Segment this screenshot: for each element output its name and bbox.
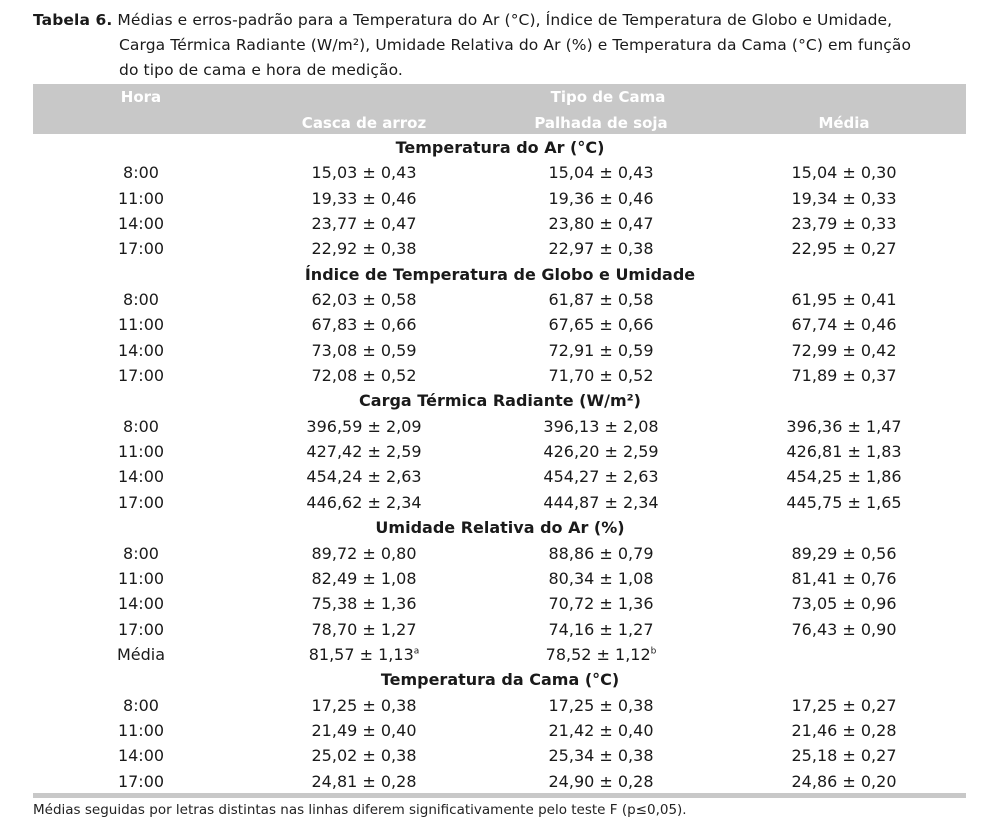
cell-palhada (548, 696, 653, 715)
cell-casca-value: 22,92 ± 0,38 (311, 239, 417, 259)
cell-casca-value: 75,38 ± 1,36 (311, 594, 417, 614)
cell-hora (118, 746, 164, 765)
cell-hora (118, 442, 164, 461)
cell-media (786, 467, 901, 486)
cell-casca (311, 214, 416, 233)
table-header (33, 84, 966, 134)
cell-hora-value: 17:00 (117, 239, 165, 259)
table-row (33, 718, 966, 743)
table-row (33, 693, 966, 718)
cell-palhada (548, 315, 653, 334)
significance-letter: a (413, 646, 420, 657)
table-row (33, 211, 966, 236)
cell-hora-value: 17:00 (117, 771, 165, 791)
cell-palhada (543, 417, 658, 436)
section-header-row (33, 515, 966, 540)
cell-palhada-value: 25,34 ± 0,38 (548, 746, 654, 766)
caption-line-3: do tipo de cama e hora de medição. (119, 61, 403, 79)
cell-media-value: 89,29 ± 0,56 (791, 543, 897, 563)
header-media: Média (818, 114, 870, 132)
cell-media (791, 721, 896, 740)
cell-casca (311, 620, 416, 639)
cell-hora (123, 417, 159, 436)
table-row (33, 186, 966, 211)
table-row (33, 414, 966, 439)
section-title: Carga Térmica Radiante (W/m²) (359, 391, 641, 411)
cell-casca (309, 645, 420, 664)
cell-hora-value: 8:00 (123, 543, 159, 563)
cell-casca-value: 25,02 ± 0,38 (311, 746, 417, 766)
cell-casca-value: 24,81 ± 0,28 (311, 771, 417, 791)
cell-casca-value: 17,25 ± 0,38 (311, 695, 417, 715)
table-bottom-rule (33, 793, 966, 798)
cell-casca-value: 454,24 ± 2,63 (306, 467, 422, 487)
cell-casca-value: 73,08 ± 0,59 (311, 340, 417, 360)
cell-media (791, 620, 896, 639)
cell-casca (311, 594, 416, 613)
cell-hora (118, 341, 164, 360)
cell-media (786, 417, 901, 436)
table-row (33, 490, 966, 515)
cell-palhada (543, 467, 658, 486)
cell-media-value: 72,99 ± 0,42 (791, 340, 897, 360)
cell-media-value: 23,79 ± 0,33 (791, 214, 897, 234)
cell-casca (311, 721, 416, 740)
cell-casca (306, 417, 421, 436)
cell-palhada-value: 67,65 ± 0,66 (548, 315, 654, 335)
table-row (33, 541, 966, 566)
cell-hora-value: 11:00 (117, 442, 165, 462)
cell-casca (311, 366, 416, 385)
section-header-row (33, 667, 966, 692)
cell-casca (311, 544, 416, 563)
cell-media-value: 71,89 ± 0,37 (791, 366, 897, 386)
cell-palhada-value: 17,25 ± 0,38 (548, 695, 654, 715)
cell-media (791, 315, 896, 334)
cell-casca-value: 67,83 ± 0,66 (311, 315, 417, 335)
table-row (33, 769, 966, 794)
cell-casca-value: 396,59 ± 2,09 (306, 416, 422, 436)
cell-hora (118, 366, 164, 385)
cell-casca (311, 239, 416, 258)
section-header-row (33, 262, 966, 287)
cell-casca-value: 78,70 ± 1,27 (311, 619, 417, 639)
section-title: Umidade Relativa do Ar (%) (375, 518, 625, 538)
table-row (33, 236, 966, 261)
cell-palhada-value: 78,52 ± 1,12 (545, 644, 651, 664)
cell-media-value: 24,86 ± 0,20 (791, 771, 897, 791)
table-row (33, 566, 966, 591)
cell-casca-value: 72,08 ± 0,52 (311, 366, 417, 386)
cell-palhada (548, 341, 653, 360)
section-header-row (33, 135, 966, 160)
cell-palhada-value: 22,97 ± 0,38 (548, 239, 654, 259)
cell-casca (311, 341, 416, 360)
cell-media (791, 189, 896, 208)
cell-casca-value: 19,33 ± 0,46 (311, 188, 417, 208)
cell-palhada (548, 594, 653, 613)
table-row (33, 591, 966, 616)
cell-palhada (548, 214, 653, 233)
table-row (33, 439, 966, 464)
cell-media-value: 445,75 ± 1,65 (786, 492, 902, 512)
header-casca-de-arroz: Casca de arroz (301, 114, 427, 132)
cell-hora (118, 620, 164, 639)
cell-hora (117, 645, 165, 664)
cell-hora-value: 17:00 (117, 619, 165, 639)
cell-hora-value: 8:00 (123, 416, 159, 436)
cell-hora-value: 14:00 (117, 594, 165, 614)
cell-palhada-value: 74,16 ± 1,27 (548, 619, 654, 639)
cell-casca (311, 696, 416, 715)
cell-palhada (548, 772, 653, 791)
cell-media (791, 366, 896, 385)
cell-media-value: 21,46 ± 0,28 (791, 720, 897, 740)
cell-casca (306, 467, 421, 486)
cell-palhada-value: 19,36 ± 0,46 (548, 188, 654, 208)
cell-hora-value: 14:00 (117, 340, 165, 360)
cell-hora (118, 315, 164, 334)
cell-hora-value: 11:00 (117, 568, 165, 588)
cell-media-value: 15,04 ± 0,30 (791, 163, 897, 183)
section-title: Índice de Temperatura de Globo e Umidade (304, 264, 696, 284)
cell-casca (311, 163, 416, 182)
cell-hora-value: 8:00 (123, 163, 159, 183)
cell-palhada-value: 24,90 ± 0,28 (548, 771, 654, 791)
cell-hora (118, 189, 164, 208)
cell-palhada-value: 70,72 ± 1,36 (548, 594, 654, 614)
cell-palhada-value: 23,80 ± 0,47 (548, 214, 654, 234)
cell-hora (118, 467, 164, 486)
cell-palhada (543, 493, 658, 512)
cell-hora-value: Média (116, 644, 166, 664)
significance-letter: b (650, 646, 657, 657)
section-header-row (33, 388, 966, 413)
cell-media-value: 81,41 ± 0,76 (791, 568, 897, 588)
cell-media-value: 61,95 ± 0,41 (791, 290, 897, 310)
table-footnote: Médias seguidas por letras distintas nas linhas diferem significativamente pelo teste F (p≤0,05). (33, 802, 687, 818)
caption-line-2: Carga Térmica Radiante (W/m²), Umidade Relativa do Ar (%) e Temperatura da Cama (°C) em função (119, 36, 912, 54)
cell-media (791, 239, 896, 258)
cell-media (791, 746, 896, 765)
cell-casca (311, 569, 416, 588)
cell-media (791, 696, 896, 715)
cell-media (791, 772, 896, 791)
cell-palhada (546, 645, 657, 664)
caption-line-1: Médias e erros-padrão para a Temperatura do Ar (°C), Índice de Temperatura de Globo e Umidade, (117, 11, 893, 29)
cell-palhada (548, 721, 653, 740)
cell-media-value: 454,25 ± 1,86 (786, 467, 902, 487)
header-hora: Hora (120, 88, 162, 106)
table-row (33, 642, 966, 667)
section-title: Temperatura do Ar (°C) (395, 138, 605, 157)
cell-media (791, 341, 896, 360)
cell-hora-value: 17:00 (117, 492, 165, 512)
cell-palhada (548, 569, 653, 588)
table-row (33, 287, 966, 312)
cell-hora-value: 11:00 (117, 188, 165, 208)
cell-casca-value: 82,49 ± 1,08 (311, 568, 417, 588)
cell-hora (118, 721, 164, 740)
cell-casca-value: 446,62 ± 2,34 (306, 492, 422, 512)
cell-palhada (548, 366, 653, 385)
table-row (33, 363, 966, 388)
cell-casca-value: 81,57 ± 1,13 (308, 644, 414, 664)
cell-hora (118, 239, 164, 258)
cell-palhada (548, 746, 653, 765)
cell-hora (118, 214, 164, 233)
cell-palhada-value: 15,04 ± 0,43 (548, 163, 654, 183)
cell-media-value: 396,36 ± 1,47 (786, 416, 902, 436)
table-row (33, 464, 966, 489)
cell-media (791, 214, 896, 233)
cell-hora-value: 14:00 (117, 746, 165, 766)
cell-casca-value: 89,72 ± 0,80 (311, 543, 417, 563)
cell-media (786, 493, 901, 512)
cell-hora-value: 8:00 (123, 695, 159, 715)
cell-hora-value: 11:00 (117, 720, 165, 740)
cell-casca-value: 62,03 ± 0,58 (311, 290, 417, 310)
cell-media-value: 19,34 ± 0,33 (791, 188, 897, 208)
cell-palhada-value: 396,13 ± 2,08 (543, 416, 659, 436)
cell-hora-value: 8:00 (123, 290, 159, 310)
cell-casca-value: 427,42 ± 2,59 (306, 442, 422, 462)
cell-palhada (548, 290, 653, 309)
cell-hora (123, 163, 159, 182)
cell-media (786, 442, 901, 461)
table-body (33, 135, 966, 794)
cell-palhada (548, 239, 653, 258)
table-row (33, 338, 966, 363)
cell-hora (118, 569, 164, 588)
table-caption (33, 8, 983, 83)
cell-palhada-value: 21,42 ± 0,40 (548, 720, 654, 740)
cell-casca (311, 746, 416, 765)
cell-casca-value: 23,77 ± 0,47 (311, 214, 417, 234)
cell-media (791, 544, 896, 563)
cell-palhada (548, 163, 653, 182)
cell-palhada (548, 544, 653, 563)
table-row (33, 312, 966, 337)
cell-hora (123, 290, 159, 309)
header-palhada-de-soja: Palhada de soja (534, 114, 668, 132)
cell-media-value: 17,25 ± 0,27 (791, 695, 897, 715)
cell-casca-value: 15,03 ± 0,43 (311, 163, 417, 183)
cell-media (791, 569, 896, 588)
cell-palhada-value: 71,70 ± 0,52 (548, 366, 654, 386)
cell-palhada-value: 444,87 ± 2,34 (543, 492, 659, 512)
table-row (33, 743, 966, 768)
cell-hora-value: 14:00 (117, 467, 165, 487)
cell-media-value: 76,43 ± 0,90 (791, 619, 897, 639)
cell-hora-value: 11:00 (117, 315, 165, 335)
cell-media-value: 22,95 ± 0,27 (791, 239, 897, 259)
caption-label: Tabela 6. (33, 11, 113, 29)
cell-media (791, 163, 896, 182)
cell-palhada-value: 80,34 ± 1,08 (548, 568, 654, 588)
cell-media-value: 73,05 ± 0,96 (791, 594, 897, 614)
cell-casca (306, 442, 421, 461)
cell-hora (118, 594, 164, 613)
cell-media-value: 67,74 ± 0,46 (791, 315, 897, 335)
cell-casca (311, 290, 416, 309)
cell-hora (123, 696, 159, 715)
cell-hora-value: 14:00 (117, 214, 165, 234)
cell-palhada-value: 426,20 ± 2,59 (543, 442, 659, 462)
cell-casca-value: 21,49 ± 0,40 (311, 720, 417, 740)
cell-palhada-value: 88,86 ± 0,79 (548, 543, 654, 563)
cell-palhada (548, 620, 653, 639)
cell-hora (118, 772, 164, 791)
cell-casca (311, 772, 416, 791)
table-row (33, 160, 966, 185)
cell-hora (123, 544, 159, 563)
cell-casca (311, 189, 416, 208)
cell-hora-value: 17:00 (117, 366, 165, 386)
table-row (33, 617, 966, 642)
cell-palhada (548, 189, 653, 208)
cell-media (791, 594, 896, 613)
cell-media-value: 426,81 ± 1,83 (786, 442, 902, 462)
cell-casca (311, 315, 416, 334)
header-tipo-de-cama: Tipo de Cama (550, 88, 666, 106)
cell-media (791, 290, 896, 309)
cell-casca (306, 493, 421, 512)
section-title: Temperatura da Cama (°C) (380, 670, 620, 690)
cell-palhada-value: 61,87 ± 0,58 (548, 290, 654, 310)
cell-palhada-value: 454,27 ± 2,63 (543, 467, 659, 487)
cell-palhada-value: 72,91 ± 0,59 (548, 340, 654, 360)
cell-hora (118, 493, 164, 512)
cell-media-value: 25,18 ± 0,27 (791, 746, 897, 766)
cell-palhada (543, 442, 658, 461)
